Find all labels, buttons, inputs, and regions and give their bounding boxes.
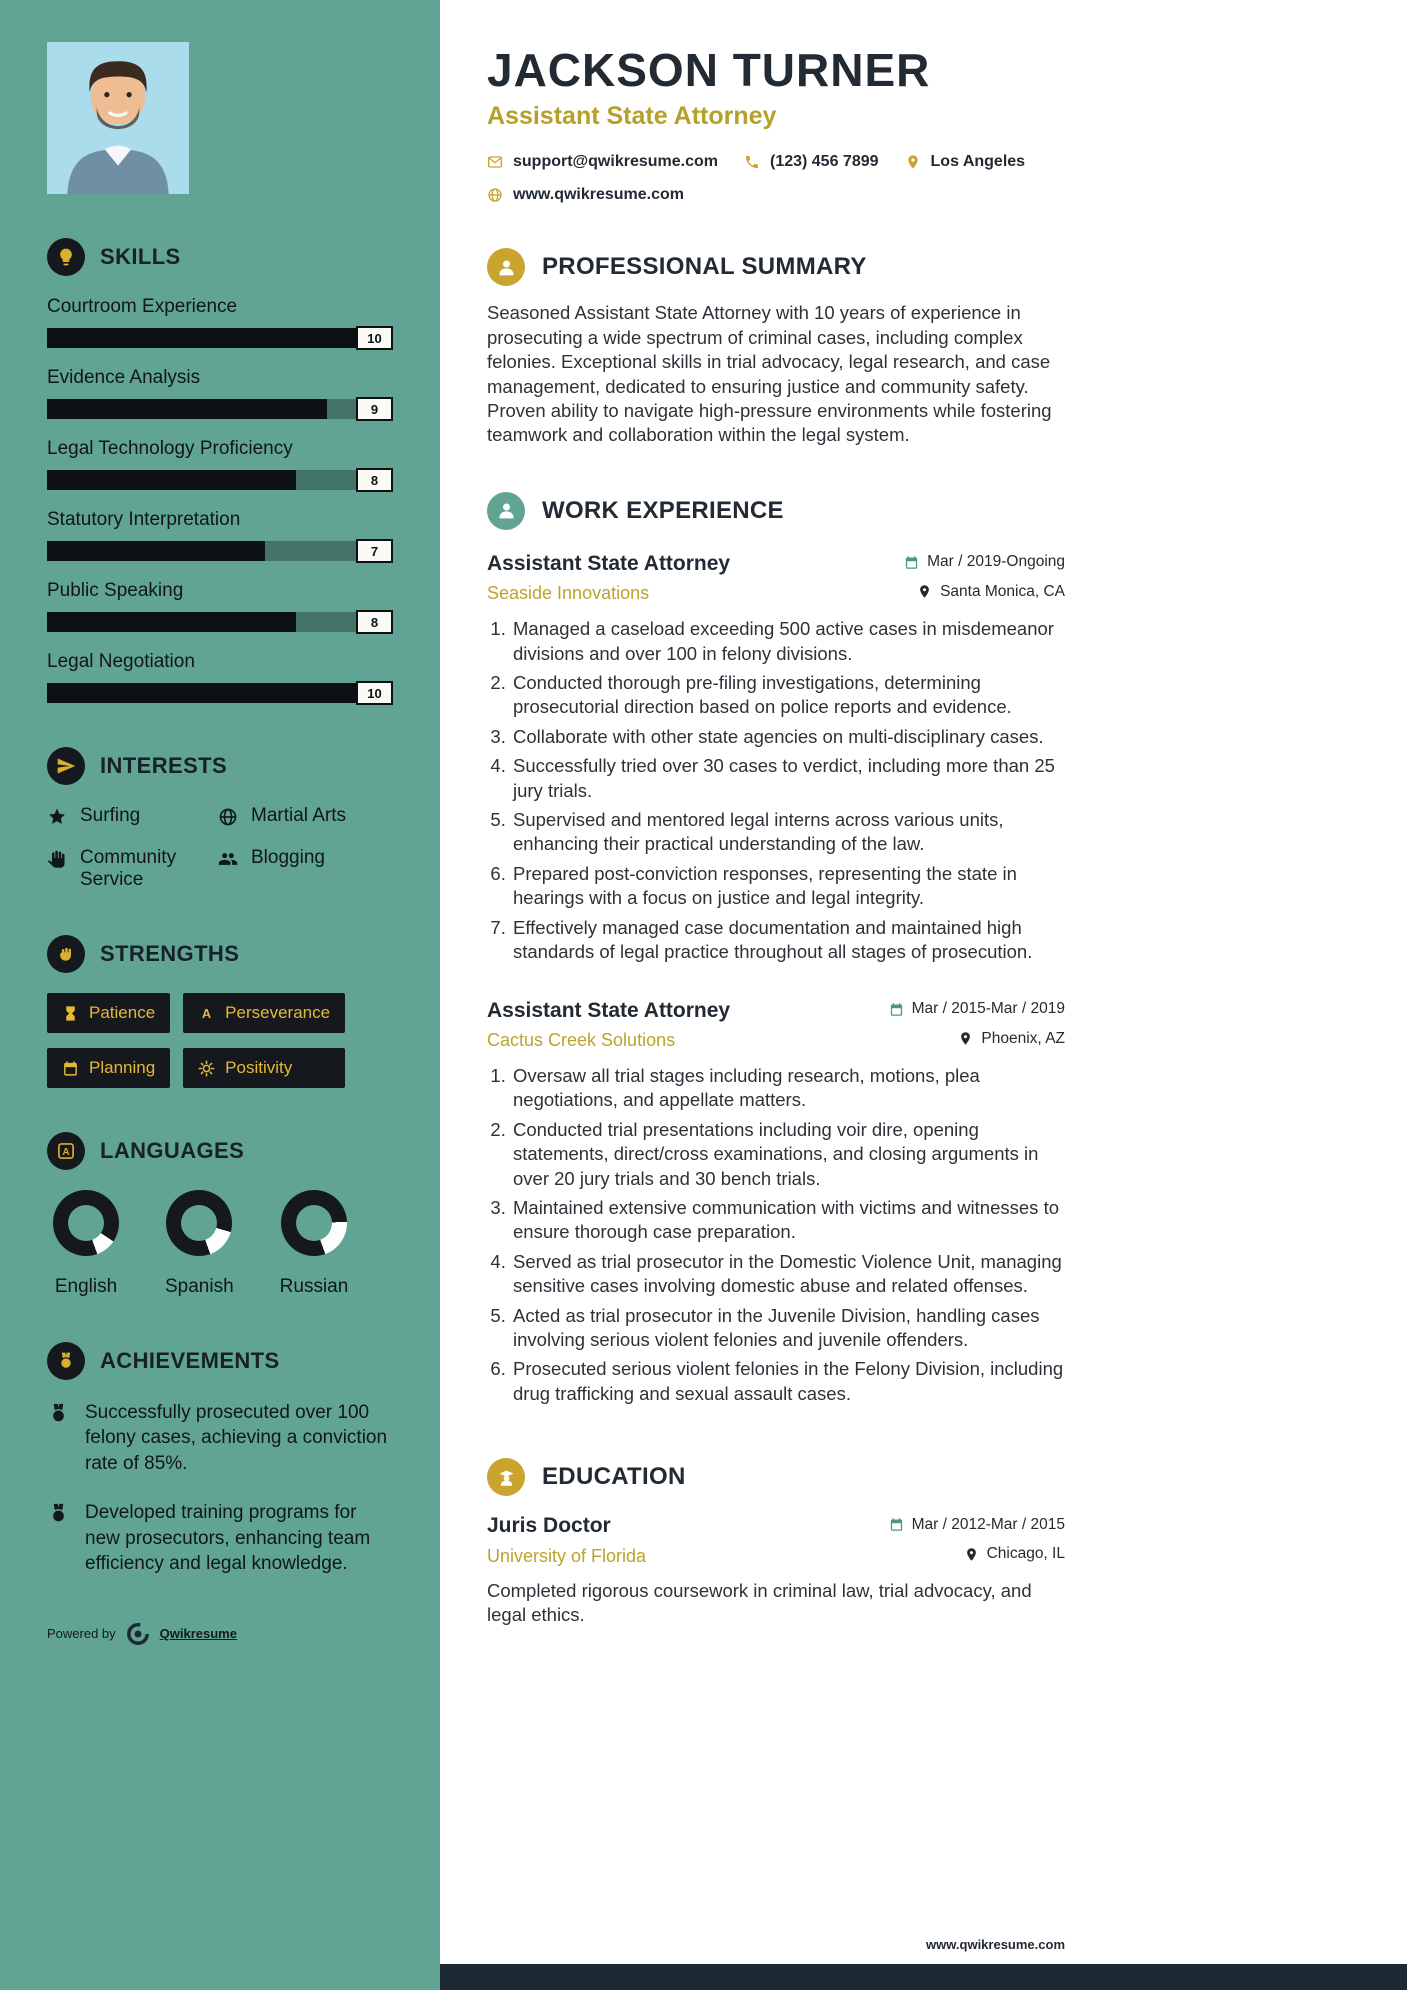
language-donut-chart	[281, 1190, 347, 1256]
education-location-text: Chicago, IL	[986, 1545, 1065, 1563]
strength-label: Positivity	[225, 1058, 293, 1077]
interest-label: Martial Arts	[251, 805, 347, 826]
footer-website[interactable]: www.qwikresume.com	[926, 1937, 1065, 1952]
achievement-text: Successfully prosecuted over 100 felony cases, achieving a conviction rate of 85%.	[85, 1402, 388, 1474]
website-text: www.qwikresume.com	[513, 186, 685, 204]
strength-badge	[183, 993, 345, 1033]
phone-text: (123) 456 7899	[769, 153, 879, 171]
calendar-icon	[889, 1517, 904, 1532]
fist-icon	[47, 935, 85, 973]
education-entry	[487, 1514, 1065, 1627]
skill-name: Evidence Analysis	[47, 367, 201, 388]
envelope-icon	[487, 154, 503, 170]
job-location-text: Phoenix, AZ	[981, 1029, 1065, 1047]
bullet: 3. Maintained extensive communication with victims and witnesses to ensure thorough case preparation.	[511, 1196, 1065, 1245]
graduate-icon	[487, 1458, 525, 1496]
globe-icon	[487, 187, 503, 203]
interest-item	[47, 847, 218, 891]
bullet: 4. Successfully tried over 30 cases to verdict, including more than 25 jury trials.	[511, 754, 1065, 803]
skill-bar-fill	[47, 328, 358, 348]
website-contact[interactable]	[487, 186, 684, 204]
company-row	[487, 583, 1065, 605]
font-a-icon	[198, 1005, 215, 1022]
skill-bar	[47, 470, 393, 490]
skill-level-badge: 9	[356, 397, 393, 421]
education-title: EDUCATION	[542, 1463, 686, 1491]
language-label: Russian	[279, 1276, 349, 1297]
job-location-text: Santa Monica, CA	[940, 582, 1065, 600]
languages-section	[47, 1132, 393, 1298]
location-text: Los Angeles	[930, 153, 1026, 171]
interest-label: Blogging	[251, 847, 325, 868]
achievement-item	[47, 1400, 393, 1476]
hand-icon	[47, 849, 67, 869]
job-location	[917, 583, 1065, 601]
bullet: 1. Managed a caseload exceeding 500 active cases in misdemeanor divisions and over 100 in felony divisions.	[511, 617, 1065, 666]
strengths-title: STRENGTHS	[100, 941, 240, 966]
skill-item	[47, 651, 393, 703]
bullet: 3. Collaborate with other state agencies on multi-disciplinary cases.	[511, 725, 1065, 749]
email-text: support@qwikresume.com	[513, 153, 718, 171]
company-row	[487, 1030, 1065, 1052]
job-bullets	[487, 617, 1065, 964]
achievement-text: Developed training programs for new prosecutors, enhancing team efficiency and legal knowledge.	[85, 1502, 371, 1575]
skill-bar	[47, 612, 393, 632]
phone-contact	[744, 153, 879, 171]
qwikresume-logo-icon	[125, 1621, 151, 1647]
achievement-item	[47, 1500, 393, 1576]
language-label: English	[54, 1276, 118, 1297]
profile-photo	[47, 42, 189, 194]
interests-list	[47, 805, 393, 891]
sun-icon	[198, 1060, 215, 1077]
skill-bar	[47, 541, 393, 561]
profile-photo-illustration	[47, 42, 189, 194]
languages-list	[47, 1190, 393, 1298]
location-contact	[905, 153, 1026, 171]
skill-bar-fill	[47, 541, 265, 561]
strengths-header	[47, 935, 393, 973]
language-donut-chart	[166, 1190, 232, 1256]
pin-icon	[958, 1031, 973, 1046]
bullet: 6. Prepared post-conviction responses, representing the state in hearings with a focus on justice and legal integrity.	[511, 862, 1065, 911]
qwikresume-link[interactable]: Qwikresume	[159, 1626, 237, 1642]
interests-section	[47, 747, 393, 891]
achievements-title: ACHIEVEMENTS	[100, 1348, 280, 1373]
skill-bar	[47, 683, 393, 703]
job-entry	[487, 999, 1065, 1407]
person-icon	[487, 248, 525, 286]
medal-icon	[47, 1402, 70, 1425]
skill-item	[47, 580, 393, 632]
pin-icon	[964, 1547, 979, 1562]
skill-bar	[47, 328, 393, 348]
calendar-icon	[904, 555, 919, 570]
calendar-icon	[62, 1060, 79, 1077]
sidebar	[0, 0, 440, 1990]
phone-icon	[744, 154, 760, 170]
job-dates-text: Mar / 2019-Ongoing	[927, 553, 1065, 571]
skill-name: Legal Negotiation	[47, 651, 195, 672]
paper-plane-icon	[47, 747, 85, 785]
skill-bar	[47, 399, 393, 419]
bullet: 6. Prosecuted serious violent felonies in the Felony Division, including drug trafficking and sexual assault cases.	[511, 1357, 1065, 1406]
job-location	[958, 1030, 1065, 1048]
job-role: Assistant State Attorney	[487, 551, 731, 575]
skill-bar-fill	[47, 470, 296, 490]
globe-icon	[218, 807, 238, 827]
interests-header	[47, 747, 393, 785]
person-tie-icon	[487, 492, 525, 530]
medal-icon	[47, 1502, 70, 1525]
languages-header	[47, 1132, 393, 1170]
skills-header	[47, 238, 393, 276]
school-name: University of Florida	[487, 1545, 647, 1566]
school-row	[487, 1545, 1065, 1567]
medal-icon	[47, 1342, 85, 1380]
company-name: Cactus Creek Solutions	[487, 1030, 676, 1051]
skill-level-badge: 7	[356, 539, 393, 563]
skill-name: Courtroom Experience	[47, 296, 238, 317]
education-degree-row	[487, 1514, 1065, 1538]
lightbulb-icon	[47, 238, 85, 276]
summary-header	[487, 248, 1065, 286]
powered-by-label: Powered by	[47, 1626, 116, 1642]
skill-item	[47, 296, 393, 348]
languages-title: LANGUAGES	[100, 1138, 245, 1163]
strengths-list	[47, 993, 393, 1088]
interest-label: Community Service	[80, 847, 177, 890]
skill-level-badge: 8	[356, 610, 393, 634]
bottom-strip	[440, 1964, 1407, 1990]
candidate-name: JACKSON TURNER	[487, 44, 931, 96]
job-role: Assistant State Attorney	[487, 998, 731, 1022]
strength-label: Planning	[89, 1058, 156, 1077]
star-icon	[47, 807, 67, 827]
contact-row	[487, 153, 1065, 171]
skill-bar-fill	[47, 399, 327, 419]
bullet: 2. Conducted thorough pre-filing investigations, determining prosecutorial direction based on police reports and evidence.	[511, 671, 1065, 720]
candidate-title: Assistant State Attorney	[487, 102, 777, 131]
education-dates	[889, 1516, 1065, 1534]
users-icon	[218, 849, 238, 869]
website-row	[487, 186, 1065, 204]
powered-by	[47, 1621, 393, 1647]
job-header	[487, 552, 1065, 576]
degree-name: Juris Doctor	[487, 1514, 611, 1538]
job-dates-text: Mar / 2015-Mar / 2019	[911, 1000, 1065, 1018]
bullet: 5. Supervised and mentored legal interns across various units, enhancing their practical understanding of the law.	[511, 808, 1065, 857]
job-bullets	[487, 1064, 1065, 1406]
bullet: 7. Effectively managed case documentation and maintained high standards of legal practice throughout all stages of prosecution.	[511, 916, 1065, 965]
language-item	[165, 1190, 234, 1298]
interest-item	[218, 805, 393, 827]
experience-title: WORK EXPERIENCE	[542, 496, 784, 524]
achievements-section	[47, 1342, 393, 1577]
experience-section	[487, 492, 1065, 1407]
main-column	[440, 0, 1407, 1990]
strength-label: Perseverance	[225, 1003, 331, 1022]
skill-item	[47, 438, 393, 490]
education-section	[487, 1458, 1065, 1627]
strength-badge	[183, 1048, 345, 1088]
strength-badge	[47, 993, 170, 1033]
skills-section	[47, 238, 393, 703]
pin-icon	[917, 584, 932, 599]
interest-item	[218, 847, 393, 891]
email-contact[interactable]	[487, 153, 718, 171]
company-name: Seaside Innovations	[487, 583, 650, 604]
experience-header	[487, 492, 1065, 530]
skills-title: SKILLS	[100, 244, 181, 269]
calendar-icon	[889, 1002, 904, 1017]
summary-section	[487, 248, 1065, 447]
job-header	[487, 999, 1065, 1023]
language-donut-chart	[53, 1190, 119, 1256]
bullet: 5. Acted as trial prosecutor in the Juvenile Division, handling cases involving serious violent felonies and juvenile offenders.	[511, 1304, 1065, 1353]
skill-bar-fill	[47, 683, 358, 703]
skill-bar-fill	[47, 612, 296, 632]
skill-level-badge: 8	[356, 468, 393, 492]
language-label: Spanish	[165, 1276, 234, 1297]
job-entry	[487, 552, 1065, 965]
strengths-section	[47, 935, 393, 1088]
translate-icon	[47, 1132, 85, 1170]
education-text: Completed rigorous coursework in criminal law, trial advocacy, and legal ethics.	[487, 1579, 1032, 1626]
education-location	[964, 1545, 1065, 1563]
pin-icon	[905, 154, 921, 170]
language-item	[280, 1190, 349, 1298]
strength-badge	[47, 1048, 170, 1088]
skill-name: Public Speaking	[47, 580, 184, 601]
language-item	[53, 1190, 119, 1298]
skill-name: Legal Technology Proficiency	[47, 438, 293, 459]
bullet: 4. Served as trial prosecutor in the Domestic Violence Unit, managing sensitive cases involving domestic abuse and related offenses.	[511, 1250, 1065, 1299]
interests-title: INTERESTS	[100, 753, 228, 778]
summary-title: PROFESSIONAL SUMMARY	[542, 253, 867, 281]
education-header	[487, 1458, 1065, 1496]
bullet: 2. Conducted trial presentations including voir dire, opening statements, direct/cross examinations, and closing arguments in over 20 jury trials and 30 bench trials.	[511, 1118, 1065, 1191]
strength-label: Patience	[89, 1003, 156, 1022]
job-dates	[904, 553, 1065, 571]
interest-label: Surfing	[80, 805, 141, 826]
skill-item	[47, 367, 393, 419]
achievements-header	[47, 1342, 393, 1380]
skill-item	[47, 509, 393, 561]
skill-level-badge: 10	[356, 326, 393, 350]
education-dates-text: Mar / 2012-Mar / 2015	[911, 1515, 1065, 1533]
summary-text: Seasoned Assistant State Attorney with 10 years of experience in prosecuting a wide spectrum of criminal cases, including complex felonies. Exceptional skills in trial advocacy, legal research, and case management, dedicated to ensuring justice and community safety. Proven ability to navigate high-pressure environments while fostering teamwork and collaboration within the legal system.	[487, 302, 1052, 446]
hourglass-icon	[62, 1005, 79, 1022]
job-dates	[889, 1000, 1065, 1018]
skill-level-badge: 10	[356, 681, 393, 705]
bullet: 1. Oversaw all trial stages including research, motions, plea negotiations, and appellate matters.	[511, 1064, 1065, 1113]
skill-name: Statutory Interpretation	[47, 509, 241, 530]
interest-item	[47, 805, 218, 827]
